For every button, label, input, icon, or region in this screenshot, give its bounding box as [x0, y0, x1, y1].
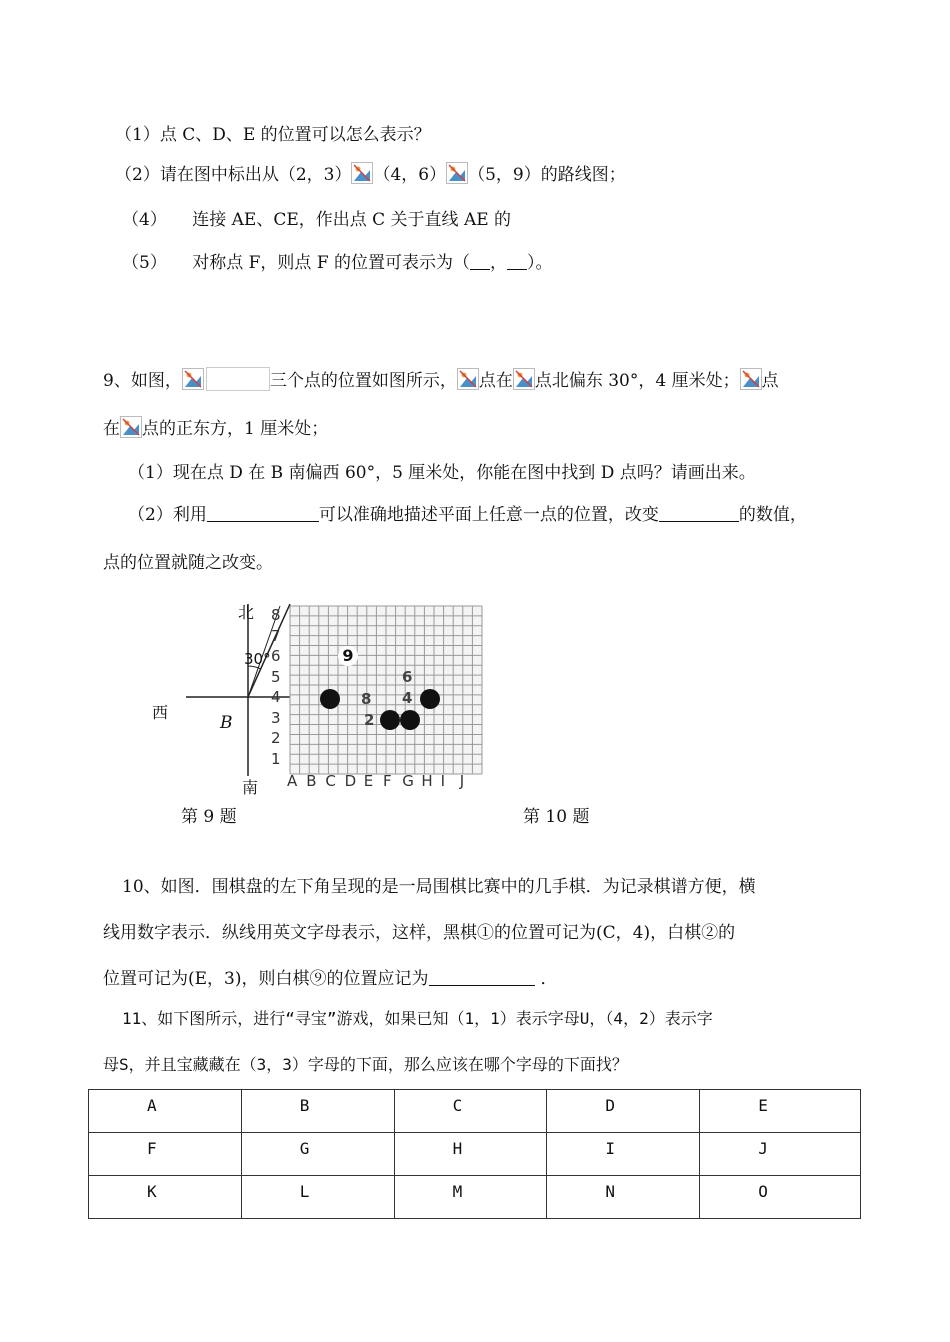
y-axis-label: 4: [271, 688, 281, 706]
q9-line1-c: 点在: [478, 371, 513, 391]
q9-part2: [128, 500, 807, 525]
broken-image-icon: [351, 162, 373, 184]
q10-line3-b: ．: [540, 969, 558, 989]
black-stone: [380, 710, 400, 730]
q9-part1: （1）现在点 D 在 B 南偏西 60°，5 厘米处，你能在图中找到 D 点吗？请画出来。: [128, 463, 756, 483]
figure9-caption: 第 9 题: [181, 807, 237, 827]
answer-blank: [207, 504, 319, 522]
cell-letter: A: [147, 1096, 157, 1115]
q10-line3-a: 位置可记为(E，3)，则白棋⑨的位置应记为: [103, 969, 429, 989]
q8-part2: [115, 160, 626, 185]
go-board-figure: [265, 604, 483, 794]
q8-part5-text-b: ，: [490, 253, 508, 273]
y-axis-label: 1: [271, 749, 281, 768]
x-axis-label: D: [344, 772, 357, 790]
x-axis-label: A: [287, 772, 298, 790]
x-axis-label: F: [383, 772, 392, 790]
q9-line1-e: 点: [761, 371, 779, 391]
answer-blank: [429, 968, 535, 986]
q8-part1: （1）点 C、D、E 的位置可以怎么表示？: [115, 125, 431, 145]
table-cell: [89, 1090, 242, 1133]
q9-line1: [103, 366, 779, 391]
q9-line2: [103, 414, 328, 439]
west-label: 西: [152, 703, 169, 722]
q10-line2: 线用数字表示．纵线用英文字母表示，这样，黑棋①的位置可记为(C，4)，白棋②的: [103, 923, 736, 943]
y-axis-label: 3: [271, 708, 281, 727]
answer-blank: [470, 252, 490, 270]
q8-part2-b: （4，6）: [373, 165, 447, 185]
table-cell: [241, 1133, 394, 1176]
q8-part2-c: （5，9）的路线图；: [468, 165, 626, 185]
white-stone-2: 2: [364, 711, 375, 729]
broken-image-icon: [446, 162, 468, 184]
x-axis-label: J: [459, 772, 465, 790]
q11-line1: 11、如下图所示，进行“寻宝”游戏，如果已知（1，1）表示字母U，（4，2）表示字: [122, 1009, 713, 1028]
white-stone-4: 4: [402, 689, 413, 707]
white-stone-9: 9: [338, 646, 358, 666]
cell-letter: G: [299, 1139, 310, 1158]
q11-line2: 母S，并且宝藏藏在（3，3）字母的下面，那么应该在哪个字母的下面找？: [103, 1055, 628, 1074]
table-row: [89, 1176, 861, 1219]
broken-image-icon: [457, 368, 479, 390]
q10-line1: 10、如图．围棋盘的左下角呈现的是一局围棋比赛中的几手棋．为记录棋谱方便，横: [122, 877, 756, 897]
x-axis-label: I: [440, 772, 446, 790]
q8-part4: [122, 205, 511, 230]
q8-part4-num: （4）: [122, 210, 167, 230]
point-b-label: B: [220, 713, 233, 733]
q9-part2-a: （2）利用: [128, 505, 207, 525]
q9-line1-d: 点北偏东 30°，4 厘米处；: [534, 371, 740, 391]
q8-part2-a: （2）请在图中标出从（2，3）: [115, 165, 352, 185]
white-stone-8: 8: [361, 690, 372, 708]
q9-part2-c: 的数值，: [738, 505, 807, 525]
angle-label: 30°: [244, 650, 271, 668]
cell-letter: H: [452, 1139, 463, 1158]
image-placeholder: [206, 367, 270, 391]
broken-image-icon: [120, 416, 142, 438]
table-cell: [241, 1090, 394, 1133]
table-cell: [700, 1133, 861, 1176]
black-stone: [420, 689, 440, 709]
q9-line1-b: 三个点的位置如图所示，: [269, 371, 457, 391]
x-axis-label: G: [402, 772, 414, 790]
q9-line2-a: 在: [103, 419, 120, 439]
figure10-caption: 第 10 题: [523, 807, 590, 827]
cell-letter: O: [758, 1182, 768, 1201]
q8-part4-text: 连接 AE、CE，作出点 C 关于直线 AE 的: [192, 210, 512, 230]
table-cell: [547, 1133, 700, 1176]
table-cell: [547, 1090, 700, 1133]
broken-image-icon: [513, 368, 535, 390]
north-label: 北: [238, 603, 255, 622]
y-axis-label: 2: [271, 729, 281, 747]
cell-letter: B: [299, 1096, 310, 1115]
table-row: [89, 1133, 861, 1176]
cell-letter: D: [605, 1096, 616, 1115]
table-cell: [547, 1176, 700, 1219]
q9-line2-b: 点的正东方，1 厘米处；: [142, 419, 329, 439]
x-axis-label: H: [421, 772, 433, 790]
q10-line3: [103, 964, 558, 989]
cell-letter: N: [605, 1182, 616, 1201]
table-cell: [89, 1176, 242, 1219]
cell-letter: J: [758, 1139, 768, 1158]
cell-letter: L: [299, 1182, 310, 1201]
q8-part5-num: （5）: [122, 253, 167, 273]
black-stone-1: [320, 689, 340, 709]
q9-part2-b: 可以准确地描述平面上任意一点的位置，改变: [318, 505, 659, 525]
black-stone: [400, 710, 420, 730]
south-label: 南: [242, 778, 259, 797]
letter-table: [88, 1089, 861, 1219]
cell-letter: E: [758, 1096, 768, 1115]
q9-part2-cont: 点的位置就随之改变。: [103, 553, 273, 573]
table-row: [89, 1090, 861, 1133]
x-axis-label: E: [363, 772, 374, 790]
cell-letter: I: [605, 1139, 616, 1158]
cell-letter: F: [147, 1139, 157, 1158]
q8-part5: [122, 248, 553, 273]
cell-letter: C: [452, 1096, 463, 1115]
x-axis-label: B: [306, 772, 317, 790]
x-axis-label: C: [325, 772, 336, 790]
y-axis-label: 5: [271, 667, 281, 686]
answer-blank: [507, 252, 527, 270]
table-cell: [89, 1133, 242, 1176]
cell-letter: K: [147, 1182, 157, 1201]
q9-line1-a: 9、如图，: [103, 371, 182, 391]
broken-image-icon: [182, 368, 204, 390]
table-cell: [700, 1176, 861, 1219]
q8-part5-text-a: 对称点 F，则点 F 的位置可表示为（: [192, 253, 471, 273]
table-cell: [394, 1090, 547, 1133]
table-cell: [241, 1176, 394, 1219]
cell-letter: M: [452, 1182, 463, 1201]
table-cell: [394, 1176, 547, 1219]
go-board-grid: [265, 604, 483, 794]
y-axis-label: 8: [271, 606, 281, 624]
q8-part5-text-c: ）。: [527, 253, 553, 273]
white-stone-6: 6: [402, 668, 413, 686]
y-axis-label: 6: [271, 647, 281, 665]
answer-blank: [659, 504, 739, 522]
y-axis-label: 7: [271, 626, 281, 645]
table-cell: [394, 1133, 547, 1176]
broken-image-icon: [740, 368, 762, 390]
table-cell: [700, 1090, 861, 1133]
